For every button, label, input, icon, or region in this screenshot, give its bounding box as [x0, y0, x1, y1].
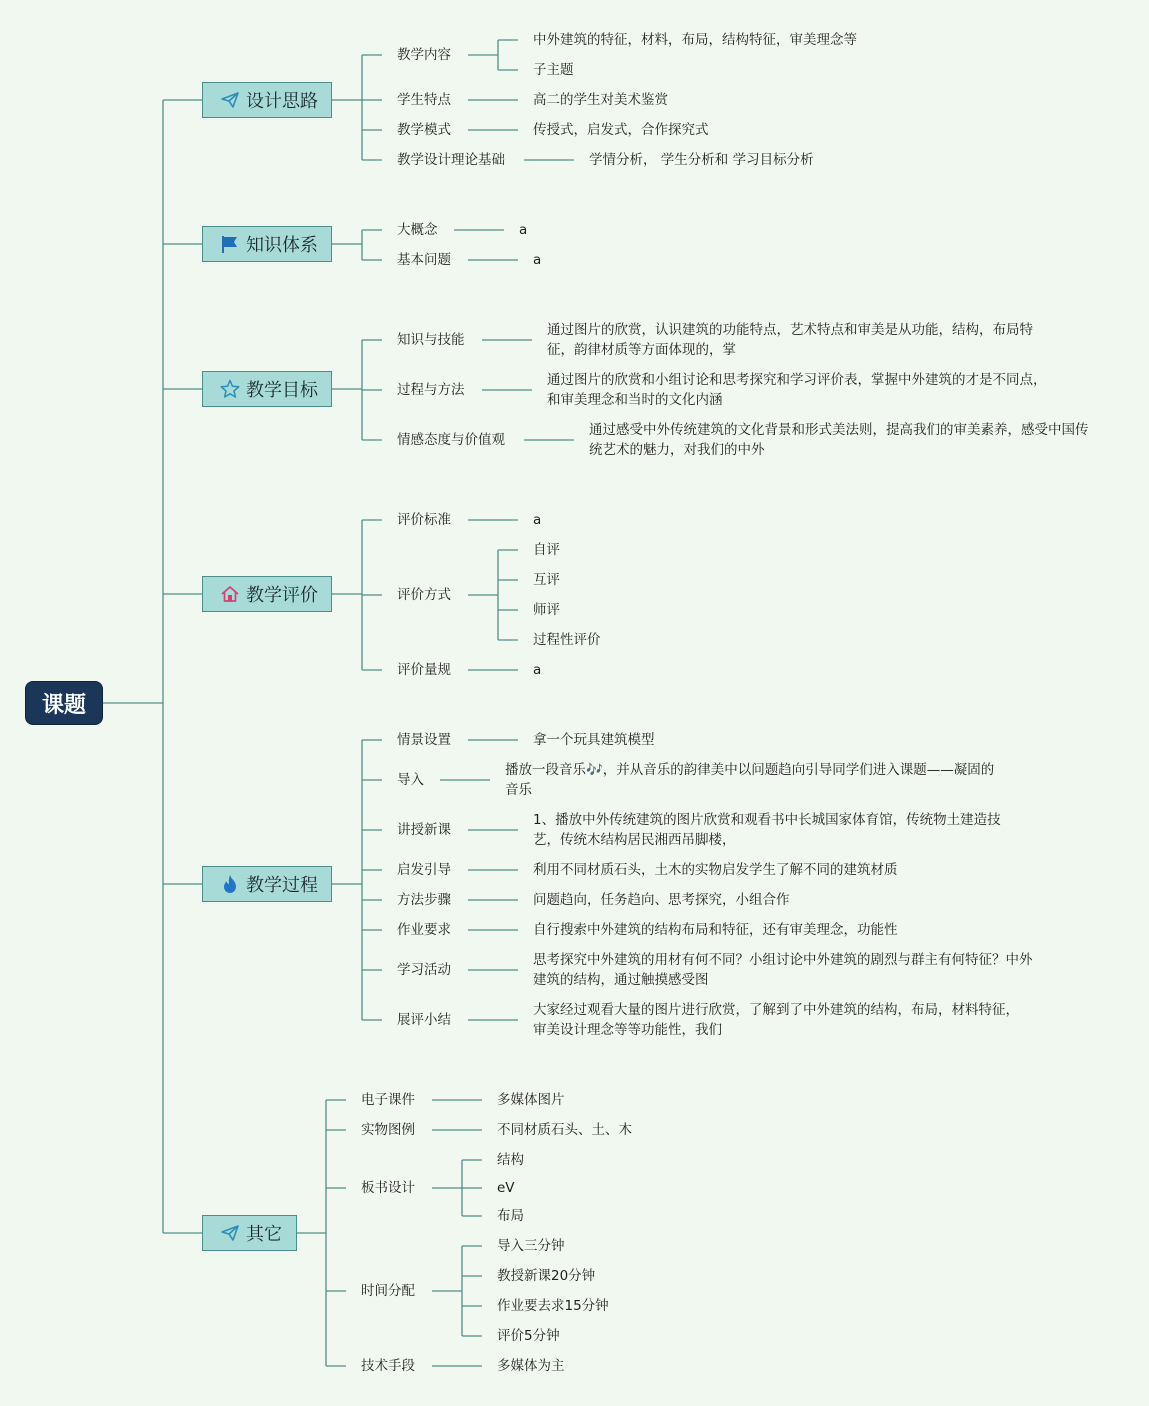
- node-process-method[interactable]: 过程与方法: [397, 382, 465, 398]
- node-student-features-value[interactable]: 高二的学生对美术鉴赏: [533, 92, 668, 108]
- branch-label: 教学过程: [246, 875, 318, 896]
- node-self-eval[interactable]: 自评: [533, 542, 560, 558]
- flame-icon: [220, 874, 240, 894]
- node-summary-value[interactable]: 大家经过观看大量的图片进行欣赏，了解到了中外建筑的结构，布局，材料特征，审美设计理念等等功能性，我们: [533, 1002, 1019, 1038]
- node-student-features[interactable]: 学生特点: [397, 92, 451, 108]
- branch-design[interactable]: [202, 82, 332, 118]
- branch-label: 其它: [246, 1224, 282, 1245]
- paper-plane-icon: [220, 1223, 240, 1243]
- branch-goal[interactable]: [202, 371, 332, 407]
- node-time-intro[interactable]: 导入三分钟: [497, 1238, 565, 1254]
- node-courseware[interactable]: 电子课件: [361, 1092, 415, 1108]
- node-object-example-value[interactable]: 不同材质石头、土、木: [497, 1122, 632, 1138]
- node-summary[interactable]: 展评小结: [397, 1012, 451, 1028]
- node-design-theory-value[interactable]: 学情分析， 学生分析和 学习目标分析: [589, 152, 814, 168]
- node-time-evaluation[interactable]: 评价5分钟: [497, 1328, 560, 1344]
- branch-evaluation[interactable]: [202, 576, 332, 612]
- node-peer-eval[interactable]: 互评: [533, 572, 560, 588]
- branch-knowledge[interactable]: [202, 226, 332, 262]
- branch-process[interactable]: [202, 866, 332, 902]
- node-board-structure[interactable]: 结构: [497, 1152, 524, 1168]
- branch-other[interactable]: [202, 1215, 297, 1251]
- node-subtopic[interactable]: 子主题: [533, 62, 574, 78]
- branch-label: 设计思路: [246, 91, 318, 112]
- branch-label: 教学评价: [246, 585, 318, 606]
- star-icon: [220, 379, 240, 399]
- node-homework[interactable]: 作业要求: [397, 922, 451, 938]
- node-teaching-mode-value[interactable]: 传授式，启发式，合作探究式: [533, 122, 709, 138]
- node-eval-standard-value[interactable]: a: [533, 512, 542, 528]
- node-new-lesson[interactable]: 讲授新课: [397, 822, 451, 838]
- node-intro[interactable]: 导入: [397, 772, 424, 788]
- node-scene-setting-value[interactable]: 拿一个玩具建筑模型: [533, 732, 655, 748]
- node-inspire[interactable]: 启发引导: [397, 862, 451, 878]
- node-inspire-value[interactable]: 利用不同材质石头，土木的实物启发学生了解不同的建筑材质: [533, 862, 898, 878]
- node-eval-standard[interactable]: 评价标准: [397, 512, 451, 528]
- node-learning-activity-value[interactable]: 思考探究中外建筑的用材有何不同？小组讨论中外建筑的剧烈与群主有何特征？中外建筑的结构，通过触摸感受图: [533, 952, 1033, 988]
- branch-label: 教学目标: [246, 380, 318, 401]
- node-scene-setting[interactable]: 情景设置: [397, 732, 451, 748]
- node-time-lecture[interactable]: 教授新课20分钟: [497, 1268, 596, 1284]
- node-new-lesson-value[interactable]: 1、播放中外传统建筑的图片欣赏和观看书中长城国家体育馆，传统物土建造技艺，传统木结构居民湘西吊脚楼，: [533, 812, 1001, 848]
- node-board-ev[interactable]: eV: [497, 1180, 515, 1196]
- node-basic-question-value[interactable]: a: [533, 252, 542, 268]
- node-tech-means-value[interactable]: 多媒体为主: [497, 1358, 565, 1374]
- node-knowledge-skill[interactable]: 知识与技能: [397, 332, 465, 348]
- node-board-layout[interactable]: 布局: [497, 1208, 524, 1224]
- node-tech-means[interactable]: 技术手段: [361, 1358, 415, 1374]
- node-method-steps[interactable]: 方法步骤: [397, 892, 451, 908]
- node-basic-question[interactable]: 基本问题: [397, 252, 451, 268]
- node-object-example[interactable]: 实物图例: [361, 1122, 415, 1138]
- paper-plane-icon: [220, 90, 240, 110]
- node-eval-method[interactable]: 评价方式: [397, 587, 451, 603]
- node-method-steps-value[interactable]: 问题趋向，任务趋向、思考探究，小组合作: [533, 892, 790, 908]
- root-node[interactable]: 课题: [25, 681, 103, 725]
- node-content-detail[interactable]: 中外建筑的特征，材料，布局，结构特征，审美理念等: [533, 32, 857, 48]
- node-eval-rubric-value[interactable]: a: [533, 662, 542, 678]
- node-knowledge-skill-value[interactable]: 通过图片的欣赏，认识建筑的功能特点，艺术特点和审美是从功能，结构，布局特征，韵律材质等方面体现的，掌: [547, 322, 1033, 358]
- branch-label: 知识体系: [246, 235, 318, 256]
- node-big-concept-value[interactable]: a: [519, 222, 528, 238]
- node-eval-rubric[interactable]: 评价量规: [397, 662, 451, 678]
- node-big-concept[interactable]: 大概念: [397, 222, 438, 238]
- node-design-theory[interactable]: 教学设计理论基础: [397, 152, 505, 168]
- node-time-homework[interactable]: 作业要去求15分钟: [497, 1298, 609, 1314]
- node-teaching-content[interactable]: 教学内容: [397, 47, 451, 63]
- flag-icon: [220, 234, 240, 254]
- node-homework-value[interactable]: 自行搜索中外建筑的结构布局和特征，还有审美理念，功能性: [533, 922, 898, 938]
- home-icon: [220, 584, 240, 604]
- node-intro-value[interactable]: 播放一段音乐🎶，并从音乐的韵律美中以问题趋向引导同学们进入课题——凝固的音乐: [505, 762, 995, 798]
- node-teaching-mode[interactable]: 教学模式: [397, 122, 451, 138]
- node-process-eval[interactable]: 过程性评价: [533, 632, 601, 648]
- node-teacher-eval[interactable]: 师评: [533, 602, 560, 618]
- node-courseware-value[interactable]: 多媒体图片: [497, 1092, 565, 1108]
- node-time-allocation[interactable]: 时间分配: [361, 1283, 415, 1299]
- node-emotion-values-value[interactable]: 通过感受中外传统建筑的文化背景和形式美法则，提高我们的审美素养，感受中国传统艺术的魅力，对我们的中外: [589, 422, 1089, 458]
- node-learning-activity[interactable]: 学习活动: [397, 962, 451, 978]
- node-emotion-values[interactable]: 情感态度与价值观: [397, 432, 505, 448]
- node-process-method-value[interactable]: 通过图片的欣赏和小组讨论和思考探究和学习评价表，掌握中外建筑的才是不同点，和审美理念和当时的文化内涵: [547, 372, 1047, 408]
- node-board-design[interactable]: 板书设计: [361, 1180, 415, 1196]
